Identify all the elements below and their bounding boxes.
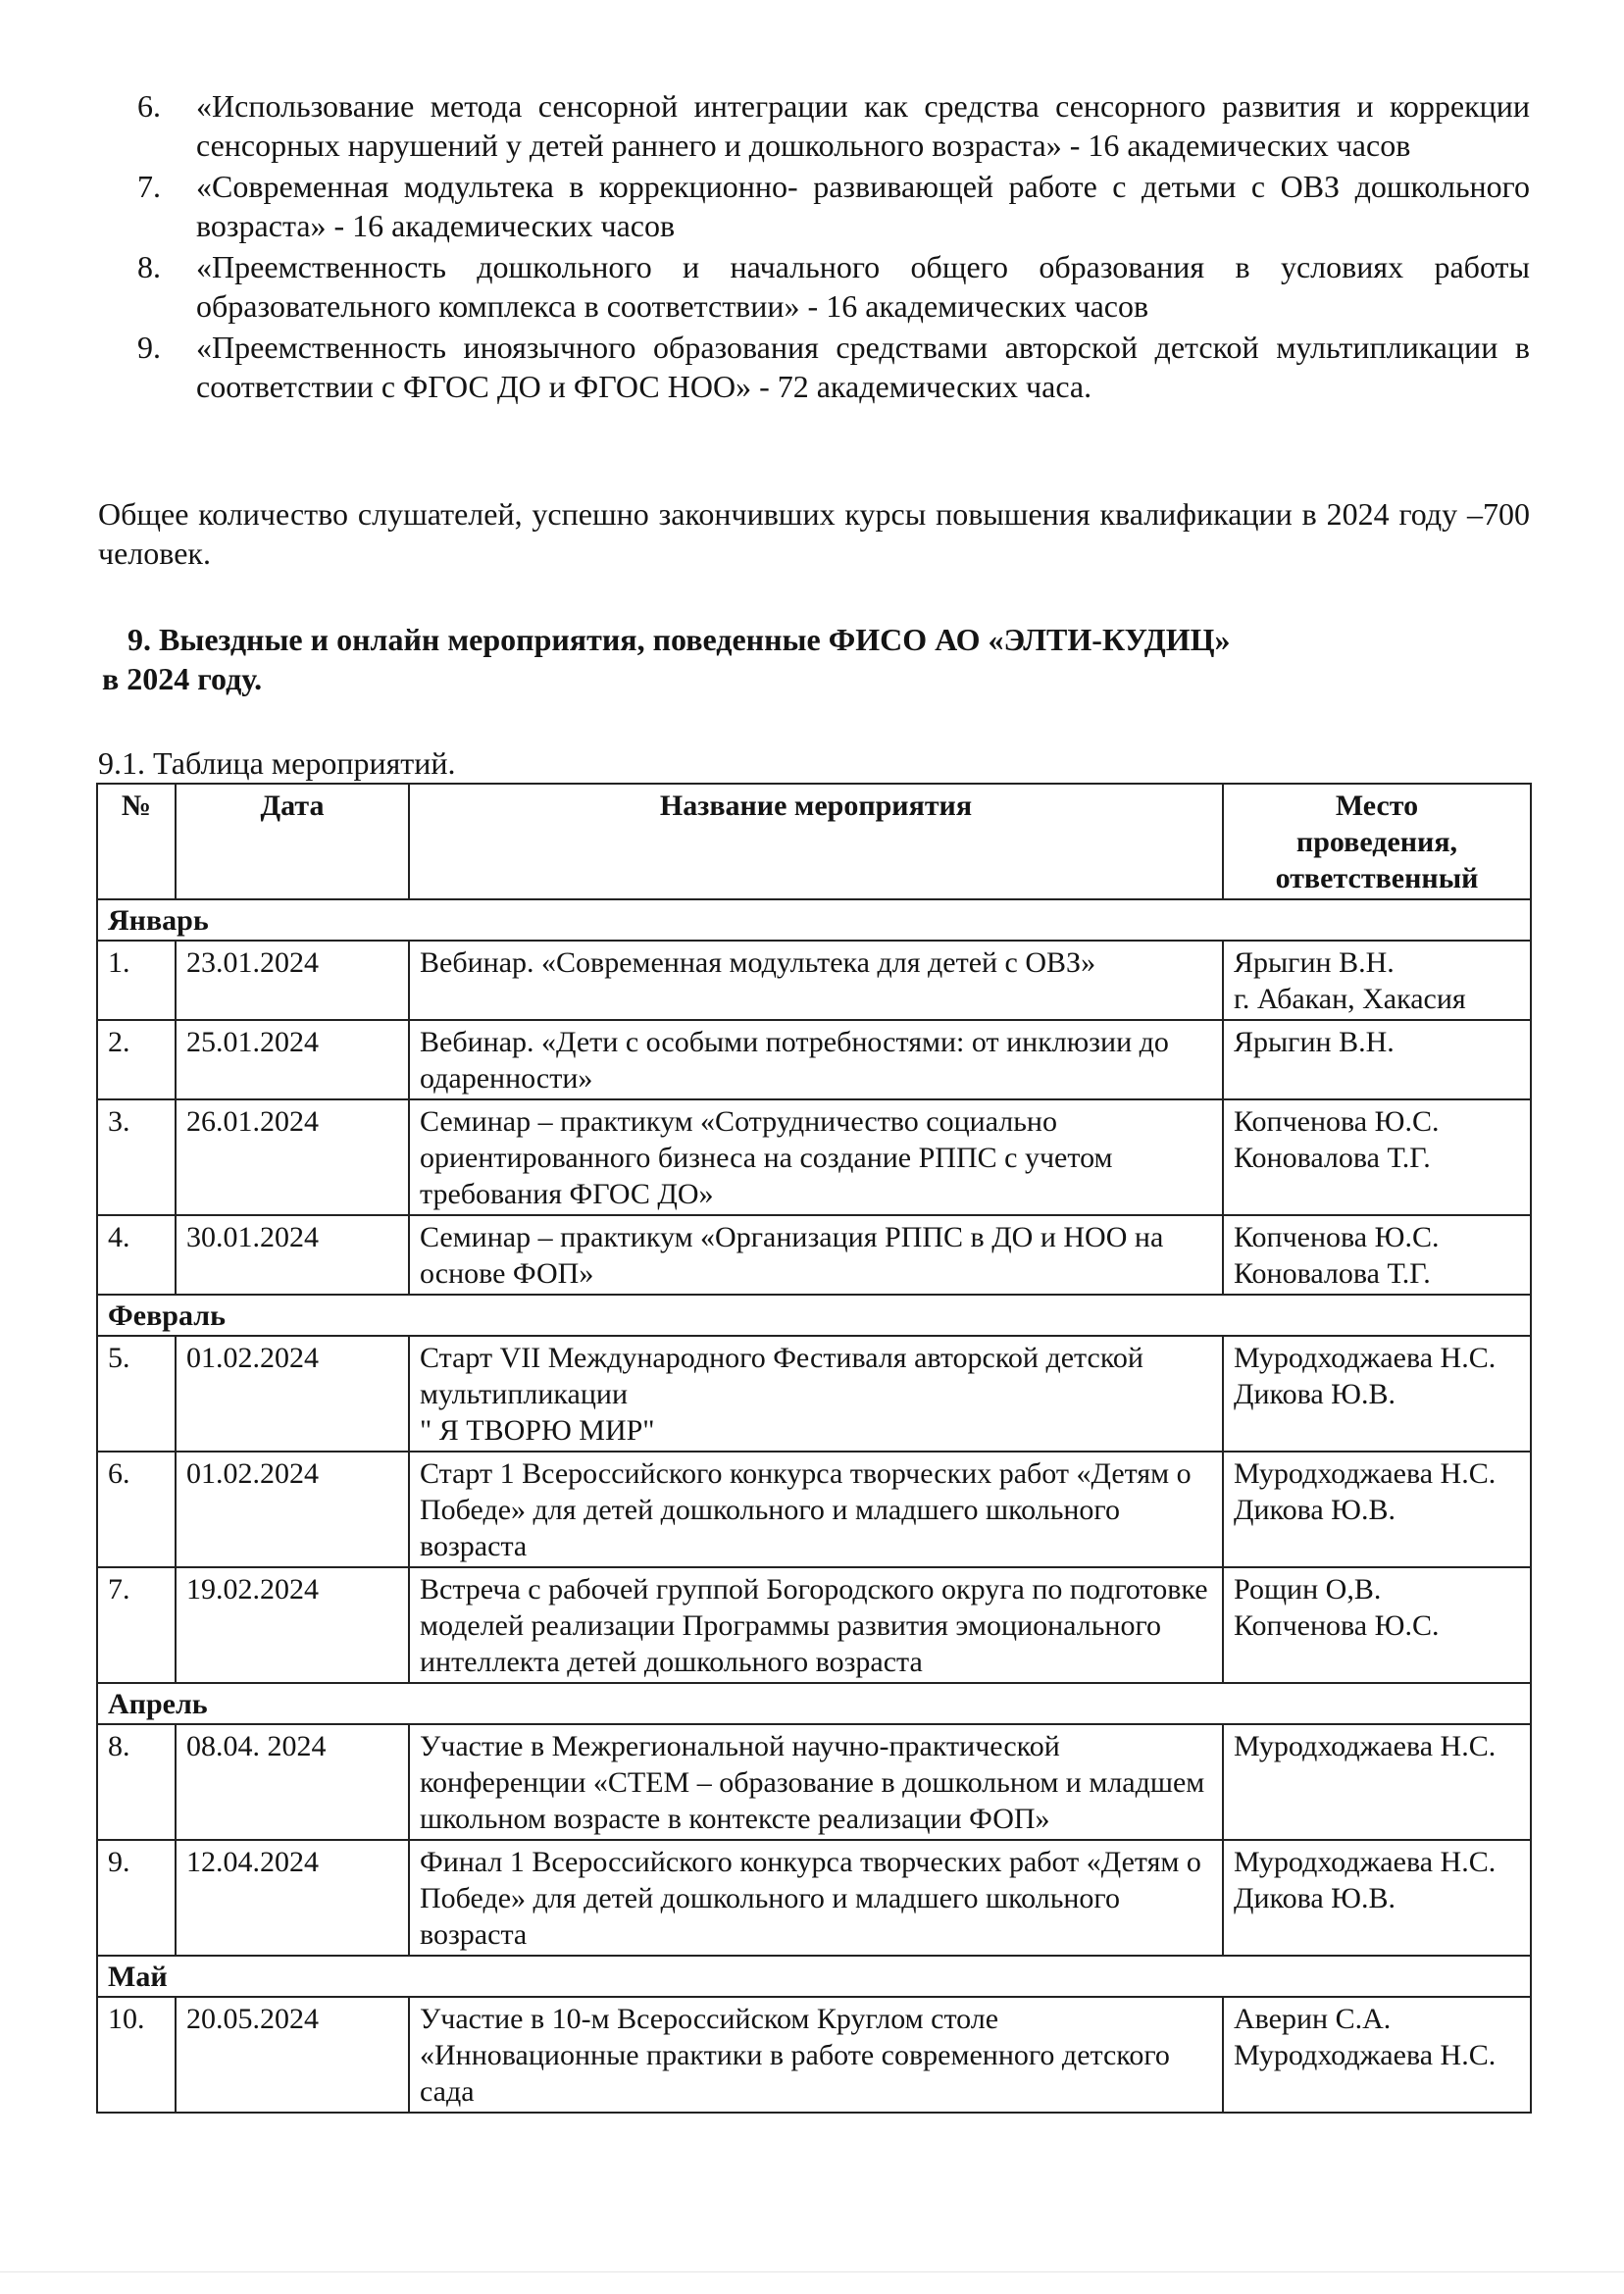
- month-row: [97, 1683, 1531, 1724]
- header-name: Название мероприятия: [409, 784, 1223, 899]
- place-line: Муродходжаева Н.С.: [1234, 1457, 1497, 1490]
- cell-name: Старт 1 Всероссийского конкурса творческих работ «Детям о Победе» для детей дошкольного и младшего школьного возраста: [409, 1452, 1223, 1567]
- cell-date: 01.02.2024: [176, 1452, 409, 1567]
- place-line: Копченова Ю.С.: [1234, 1221, 1440, 1253]
- cell-place: [1223, 1840, 1531, 1956]
- cell-number: 5.: [97, 1336, 176, 1452]
- place-line: Коновалова Т.Г.: [1234, 1142, 1431, 1174]
- cell-name: Вебинар. «Дети с особыми потребностями: от инклюзии до одаренности»: [409, 1020, 1223, 1099]
- table-row: [97, 1840, 1531, 1956]
- cell-place: [1223, 1567, 1531, 1683]
- cell-date: 01.02.2024: [176, 1336, 409, 1452]
- place-line: Муродходжаева Н.С.: [1234, 1342, 1497, 1374]
- place-line: Дикова Ю.В.: [1234, 1378, 1396, 1410]
- month-label: Январь: [97, 899, 1531, 941]
- cell-number: 9.: [97, 1840, 176, 1956]
- cell-place: [1223, 1452, 1531, 1567]
- place-line: Муродходжаева Н.С.: [1234, 1846, 1497, 1878]
- cell-place: [1223, 1099, 1531, 1215]
- place-line: Дикова Ю.В.: [1234, 1882, 1396, 1914]
- header-number: №: [97, 784, 176, 899]
- cell-name: Участие в 10-м Всероссийском Круглом столе «Инновационные практики в работе современного детского сада: [409, 1997, 1223, 2113]
- section-title: [98, 620, 1530, 698]
- section-title-line: 9. Выездные и онлайн мероприятия, поведенные ФИСО АО «ЭЛТИ-КУДИЦ»: [127, 622, 1231, 657]
- course-text: «Современная модультека в коррекционно- развивающей работе с детьми с ОВЗ дошкольного возраста» - 16 академических часов: [196, 169, 1530, 243]
- table-row: [97, 1336, 1531, 1452]
- place-line: Копченова Ю.С.: [1234, 1105, 1440, 1138]
- table-row: [97, 1099, 1531, 1215]
- place-line: Ярыгин В.Н.: [1234, 1026, 1395, 1058]
- table-row: [97, 1997, 1531, 2113]
- table-row: [97, 1020, 1531, 1099]
- cell-name: [409, 1336, 1223, 1452]
- course-list: [137, 86, 1530, 408]
- cell-date: 26.01.2024: [176, 1099, 409, 1215]
- table-header-row: [97, 784, 1531, 899]
- cell-number: 3.: [97, 1099, 176, 1215]
- header-place: [1223, 784, 1531, 899]
- course-number: 7.: [137, 169, 161, 204]
- course-number: 6.: [137, 88, 161, 124]
- cell-place: [1223, 941, 1531, 1020]
- page-edge-line: [0, 2271, 1624, 2272]
- month-row: [97, 1956, 1531, 1997]
- table-row: [97, 1215, 1531, 1295]
- cell-number: 2.: [97, 1020, 176, 1099]
- table-row: [97, 1452, 1531, 1567]
- cell-date: 25.01.2024: [176, 1020, 409, 1099]
- table-row: [97, 1724, 1531, 1840]
- course-text: «Преемственность дошкольного и начального общего образования в условиях работы образовательного комплекса в соответствии» - 16 академических часов: [196, 249, 1530, 324]
- cell-place: [1223, 1997, 1531, 2113]
- table-row: [97, 941, 1531, 1020]
- cell-date: 30.01.2024: [176, 1215, 409, 1295]
- course-text: «Преемственность иноязычного образования средствами авторской детской мультипликации в соответствии с ФГОС ДО и ФГОС НОО» - 72 академических часа.: [196, 330, 1530, 404]
- place-line: Муродходжаева Н.С.: [1234, 2039, 1497, 2071]
- name-line: " Я ТВОРЮ МИР": [420, 1414, 655, 1447]
- month-label: Февраль: [97, 1295, 1531, 1336]
- cell-number: 4.: [97, 1215, 176, 1295]
- header-date: Дата: [176, 784, 409, 899]
- course-item: [137, 86, 1530, 165]
- cell-name: Финал 1 Всероссийского конкурса творческих работ «Детям о Победе» для детей дошкольного и младшего школьного возраста: [409, 1840, 1223, 1956]
- cell-date: 12.04.2024: [176, 1840, 409, 1956]
- table-caption: 9.1. Таблица мероприятий.: [98, 745, 456, 781]
- month-row: [97, 1295, 1531, 1336]
- place-line: Коновалова Т.Г.: [1234, 1257, 1431, 1290]
- cell-number: 1.: [97, 941, 176, 1020]
- cell-number: 8.: [97, 1724, 176, 1840]
- cell-date: 19.02.2024: [176, 1567, 409, 1683]
- summary-paragraph: Общее количество слушателей, успешно закончивших курсы повышения квалификации в 2024 году –700 человек.: [98, 496, 1530, 571]
- place-line: Муродходжаева Н.С.: [1234, 1730, 1497, 1762]
- cell-date: 08.04. 2024: [176, 1724, 409, 1840]
- place-line: Дикова Ю.В.: [1234, 1494, 1396, 1526]
- cell-date: 23.01.2024: [176, 941, 409, 1020]
- header-place-line: ответственный: [1275, 862, 1479, 894]
- month-row: [97, 899, 1531, 941]
- course-text: «Использование метода сенсорной интеграции как средства сенсорного развития и коррекции сенсорных нарушений у детей раннего и дошкольного возраста» - 16 академических часов: [196, 88, 1530, 163]
- course-item: [137, 167, 1530, 245]
- cell-place: [1223, 1215, 1531, 1295]
- course-item: [137, 247, 1530, 326]
- place-line: Рощин О,В.: [1234, 1573, 1382, 1606]
- cell-name: Встреча с рабочей группой Богородского округа по подготовке моделей реализации Программы развития эмоционального интеллекта детей дошкольного возраста: [409, 1567, 1223, 1683]
- course-item: [137, 328, 1530, 406]
- header-place-line: Место: [1335, 790, 1419, 822]
- cell-place: [1223, 1020, 1531, 1099]
- cell-name: Вебинар. «Современная модультека для детей с ОВЗ»: [409, 941, 1223, 1020]
- cell-date: 20.05.2024: [176, 1997, 409, 2113]
- cell-name: Семинар – практикум «Сотрудничество социально ориентированного бизнеса на создание РППС с учетом требования ФГОС ДО»: [409, 1099, 1223, 1215]
- month-label: Апрель: [97, 1683, 1531, 1724]
- place-line: г. Абакан, Хакасия: [1234, 983, 1466, 1015]
- cell-place: [1223, 1336, 1531, 1452]
- section-title-line: в 2024 году.: [102, 661, 263, 696]
- events-table: [96, 783, 1532, 2114]
- cell-name: Семинар – практикум «Организация РППС в ДО и НОО на основе ФОП»: [409, 1215, 1223, 1295]
- place-line: Аверин С.А.: [1234, 2003, 1392, 2035]
- course-number: 8.: [137, 249, 161, 284]
- cell-place: [1223, 1724, 1531, 1840]
- place-line: Копченова Ю.С.: [1234, 1609, 1440, 1642]
- course-number: 9.: [137, 330, 161, 365]
- cell-number: 7.: [97, 1567, 176, 1683]
- cell-name: Участие в Межрегиональной научно-практической конференции «СТЕМ – образование в дошкольном и младшем школьном возрасте в контексте реализации ФОП»: [409, 1724, 1223, 1840]
- cell-number: 10.: [97, 1997, 176, 2113]
- table-row: [97, 1567, 1531, 1683]
- month-label: Май: [97, 1956, 1531, 1997]
- header-place-line: проведения,: [1295, 826, 1458, 858]
- place-line: Ярыгин В.Н.: [1234, 946, 1395, 979]
- cell-number: 6.: [97, 1452, 176, 1567]
- name-line: Старт VII Международного Фестиваля авторской детской мультипликации: [420, 1342, 1143, 1410]
